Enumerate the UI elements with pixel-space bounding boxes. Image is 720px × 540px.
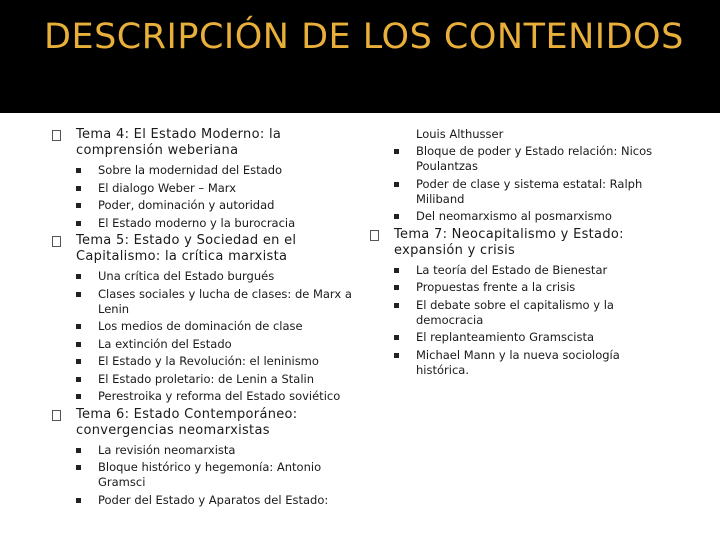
section-items <box>52 443 348 508</box>
list-item: El replanteamiento Gramscista <box>416 330 656 345</box>
list-item: El Estado proletario: de Lenin a Stalin <box>98 372 356 387</box>
list-item: La extinción del Estado <box>98 337 356 352</box>
square-bullet-icon <box>76 274 81 279</box>
list-item: Clases sociales y lucha de clases: de Marx a Lenin <box>98 287 356 317</box>
list-item: Perestroika y reforma del Estado soviético <box>98 389 356 404</box>
list-item: Los medios de dominación de clase <box>98 319 356 334</box>
list-item: La revisión neomarxista <box>98 443 348 458</box>
list-item: La teoría del Estado de Bienestar <box>416 263 656 278</box>
section-tema-4 <box>52 127 372 159</box>
square-bullet-icon <box>76 292 81 297</box>
section-tema-5 <box>52 233 372 265</box>
section-items <box>370 263 656 378</box>
list-item: Poder, dominación y autoridad <box>98 198 372 213</box>
section-items <box>52 269 356 404</box>
square-bullet-icon <box>76 498 81 503</box>
square-bullet-icon <box>76 465 81 470</box>
section-heading: Tema 4: El Estado Moderno: la comprensión weberiana <box>76 127 282 158</box>
list-item: Michael Mann y la nueva sociología histórica. <box>416 348 656 378</box>
list-item: Poder de clase y sistema estatal: Ralph Miliband <box>416 177 660 207</box>
list-item: El debate sobre el capitalismo y la democracia <box>416 298 656 328</box>
section-marker-icon <box>52 236 61 247</box>
square-bullet-icon <box>394 353 399 358</box>
slide-title: DESCRIPCIÓN DE LOS CONTENIDOS <box>44 17 684 57</box>
section-tema-6 <box>52 407 372 439</box>
list-item: Bloque de poder y Estado relación: Nicos Poulantzas <box>416 144 660 174</box>
square-bullet-icon <box>76 448 81 453</box>
continuation-text: Louis Althusser <box>416 127 504 141</box>
section-heading: Tema 6: Estado Contemporáneo: convergencias neomarxistas <box>76 406 298 438</box>
square-bullet-icon <box>76 203 81 208</box>
list-item: El dialogo Weber – Marx <box>98 181 372 196</box>
left-column <box>52 127 372 510</box>
section-tema-7 <box>370 227 670 259</box>
right-column <box>370 127 670 380</box>
list-item: Una crítica del Estado burgués <box>98 269 356 284</box>
section-heading: Tema 7: Neocapitalismo y Estado: expansión y crisis <box>394 226 624 258</box>
continuation-items <box>370 144 660 224</box>
square-bullet-icon <box>394 182 399 187</box>
title-divider <box>0 113 720 117</box>
square-bullet-icon <box>76 377 81 382</box>
section-marker-icon <box>370 230 379 241</box>
square-bullet-icon <box>394 149 399 154</box>
list-item: El Estado y la Revolución: el leninismo <box>98 354 356 369</box>
list-item: Bloque histórico y hegemonía: Antonio Gramsci <box>98 460 348 490</box>
section-marker-icon <box>52 130 61 141</box>
square-bullet-icon <box>394 285 399 290</box>
square-bullet-icon <box>76 186 81 191</box>
square-bullet-icon <box>76 394 81 399</box>
section-items <box>52 163 372 231</box>
square-bullet-icon <box>76 359 81 364</box>
square-bullet-icon <box>394 268 399 273</box>
square-bullet-icon <box>76 324 81 329</box>
list-item: Del neomarxismo al posmarxismo <box>416 209 660 224</box>
square-bullet-icon <box>76 342 81 347</box>
square-bullet-icon <box>394 303 399 308</box>
square-bullet-icon <box>76 168 81 173</box>
title-band <box>0 0 720 113</box>
square-bullet-icon <box>76 221 81 226</box>
list-item: Poder del Estado y Aparatos del Estado: <box>98 493 348 508</box>
list-item: Propuestas frente a la crisis <box>416 280 656 295</box>
square-bullet-icon <box>394 214 399 219</box>
square-bullet-icon <box>394 335 399 340</box>
list-item: Sobre la modernidad del Estado <box>98 163 372 178</box>
section-heading: Tema 5: Estado y Sociedad en el Capitalismo: la crítica marxista <box>76 233 297 264</box>
list-item: El Estado moderno y la burocracia <box>98 216 372 231</box>
section-marker-icon <box>52 410 61 421</box>
